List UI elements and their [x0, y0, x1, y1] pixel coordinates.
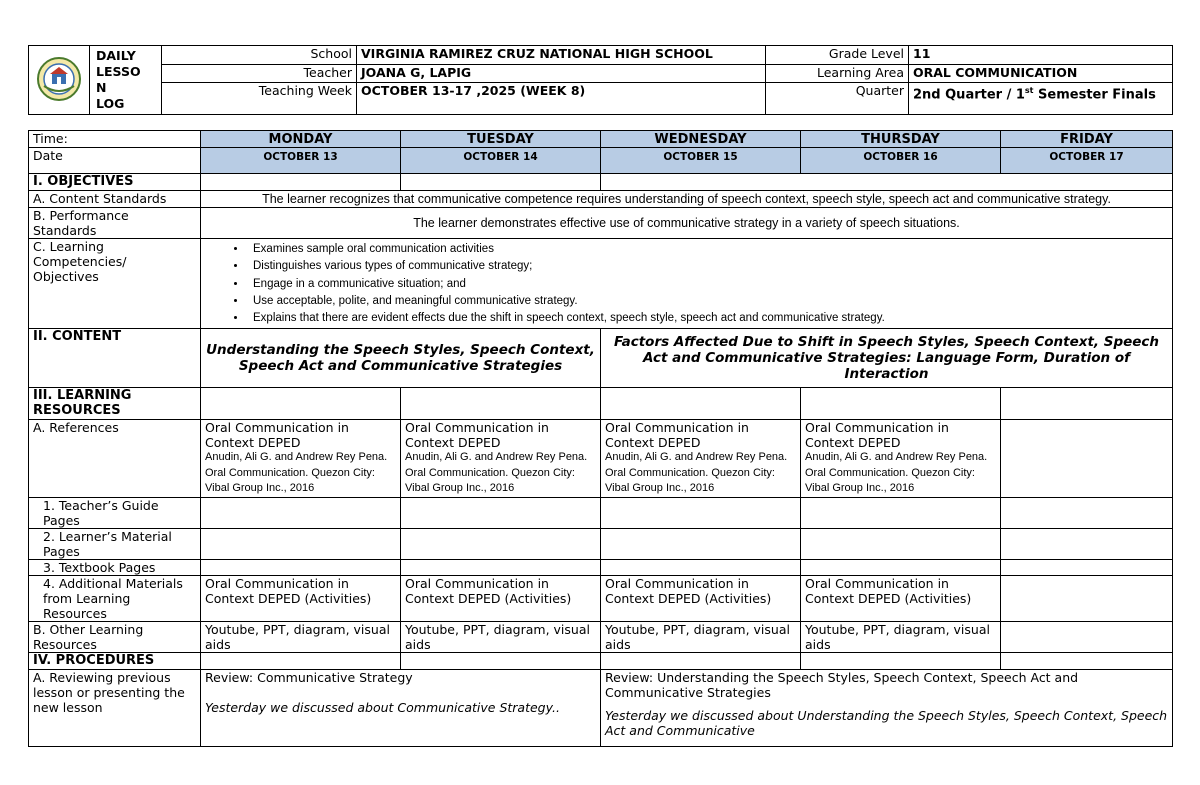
other-tuesday: Youtube, PPT, diagram, visual aids [401, 622, 601, 653]
resources-heading: III. LEARNING RESOURCES [29, 388, 201, 420]
references-label: A. References [29, 420, 201, 498]
procedures-heading: IV. PROCEDURES [29, 653, 201, 670]
reference-monday: Oral Communication in Context DEPED Anudin, Ali G. and Andrew Rey Pena. Oral Communication. Quezon City: Vibal Group Inc., 2016 [201, 420, 401, 498]
additional-wednesday: Oral Communication in Context DEPED (Activities) [601, 576, 801, 622]
reference-thursday: Oral Communication in Context DEPED Anudin, Ali G. and Andrew Rey Pena. Oral Communication. Quezon City: Vibal Group Inc., 2016 [801, 420, 1001, 498]
content-title-right: Factors Affected Due to Shift in Speech Styles, Speech Context, Speech Act and Communicative Strategies: Language Form, Duration of Interaction [601, 329, 1173, 388]
day-wednesday: WEDNESDAY [601, 131, 801, 148]
performance-standards-text: The learner demonstrates effective use of communicative strategy in a variety of speech situations. [201, 208, 1173, 239]
teachers-guide-label: 1. Teacher’s Guide Pages [29, 498, 201, 529]
empty-cell [601, 388, 801, 420]
competency-item: • Use acceptable, polite, and meaningful communicative strategy. [247, 293, 1168, 310]
header-table [28, 45, 1173, 115]
day-tuesday: TUESDAY [401, 131, 601, 148]
logo-cell [29, 46, 90, 115]
day-thursday: THURSDAY [801, 131, 1001, 148]
date-monday: OCTOBER 13 [201, 148, 401, 174]
additional-monday: Oral Communication in Context DEPED (Activities) [201, 576, 401, 622]
review-left: Review: Communicative Strategy Yesterday we discussed about Communicative Strategy.. [201, 670, 601, 747]
content-standards-text: The learner recognizes that communicative competence requires understanding of speech context, speech style, speech act and communicative strategy. [201, 191, 1173, 208]
competency-item: • Engage in a communicative situation; and [247, 276, 1168, 293]
empty-cell [1001, 653, 1173, 670]
quarter-label: Quarter [766, 83, 909, 115]
grade-level-value: 11 [909, 46, 1173, 65]
other-monday: Youtube, PPT, diagram, visual aids [201, 622, 401, 653]
other-thursday: Youtube, PPT, diagram, visual aids [801, 622, 1001, 653]
review-right: Review: Understanding the Speech Styles, Speech Context, Speech Act and Communicative Strategies Yesterday we discussed about Understanding the Speech Styles, Speech Context, Speech Act and Communicative [601, 670, 1173, 747]
competency-item: • Distinguishes various types of communicative strategy; [247, 258, 1168, 275]
objectives-heading: I. OBJECTIVES [29, 174, 201, 191]
teaching-week-label: Teaching Week [162, 83, 357, 115]
textbook-pages-label: 3. Textbook Pages [29, 560, 201, 576]
additional-thursday: Oral Communication in Context DEPED (Activities) [801, 576, 1001, 622]
reference-wednesday: Oral Communication in Context DEPED Anudin, Ali G. and Andrew Rey Pena. Oral Communication. Quezon City: Vibal Group Inc., 2016 [601, 420, 801, 498]
school-value: VIRGINIA RAMIREZ CRUZ NATIONAL HIGH SCHOOL [357, 46, 766, 65]
teacher-value: JOANA G, LAPIG [357, 64, 766, 83]
day-friday: FRIDAY [1001, 131, 1173, 148]
additional-tuesday: Oral Communication in Context DEPED (Activities) [401, 576, 601, 622]
empty-cell [201, 388, 401, 420]
teacher-label: Teacher [162, 64, 357, 83]
additional-materials-label: 4. Additional Materials from Learning Resources [29, 576, 201, 622]
empty-cell [1001, 420, 1173, 498]
content-heading: II. CONTENT [29, 329, 201, 388]
empty-cell [601, 174, 1173, 191]
date-thursday: OCTOBER 16 [801, 148, 1001, 174]
empty-cell [201, 174, 401, 191]
teaching-week-value: OCTOBER 13-17 ,2025 (WEEK 8) [357, 83, 766, 115]
time-label: Time: [29, 131, 201, 148]
empty-cell [801, 653, 1001, 670]
quarter-value: 2nd Quarter / 1st Semester Finals [909, 83, 1173, 115]
empty-cell [801, 388, 1001, 420]
lesson-log-table [28, 130, 1173, 747]
empty-cell [401, 388, 601, 420]
review-label: A. Reviewing previous lesson or presenting the new lesson [29, 670, 201, 747]
competencies-label: C. Learning Competencies/ Objectives [29, 239, 201, 329]
learners-material-label: 2. Learner’s Material Pages [29, 529, 201, 560]
document-title: DAILY LESSO N LOG [90, 46, 162, 115]
school-seal-logo [36, 56, 82, 102]
empty-cell [401, 174, 601, 191]
school-label: School [162, 46, 357, 65]
competency-item: • Examines sample oral communication activities [247, 241, 1168, 258]
competencies-cell [201, 239, 1173, 329]
date-wednesday: OCTOBER 15 [601, 148, 801, 174]
learning-area-value: ORAL COMMUNICATION [909, 64, 1173, 83]
day-monday: MONDAY [201, 131, 401, 148]
reference-tuesday: Oral Communication in Context DEPED Anudin, Ali G. and Andrew Rey Pena. Oral Communication. Quezon City: Vibal Group Inc., 2016 [401, 420, 601, 498]
date-label: Date [29, 148, 201, 174]
content-title-left: Understanding the Speech Styles, Speech Context, Speech Act and Communicative Strategies [201, 329, 601, 388]
performance-standards-label: B. Performance Standards [29, 208, 201, 239]
empty-cell [201, 653, 401, 670]
empty-cell [1001, 388, 1173, 420]
grade-level-label: Grade Level [766, 46, 909, 65]
empty-cell [1001, 622, 1173, 653]
learning-area-label: Learning Area [766, 64, 909, 83]
empty-cell [601, 653, 801, 670]
empty-cell [1001, 576, 1173, 622]
date-friday: OCTOBER 17 [1001, 148, 1173, 174]
date-tuesday: OCTOBER 14 [401, 148, 601, 174]
content-standards-label: A. Content Standards [29, 191, 201, 208]
other-resources-label: B. Other Learning Resources [29, 622, 201, 653]
competency-item: • Explains that there are evident effects due the shift in speech context, speech style, speech act and communicative strategy. [247, 310, 1168, 327]
empty-cell [401, 653, 601, 670]
competencies-list [205, 241, 1168, 327]
other-wednesday: Youtube, PPT, diagram, visual aids [601, 622, 801, 653]
